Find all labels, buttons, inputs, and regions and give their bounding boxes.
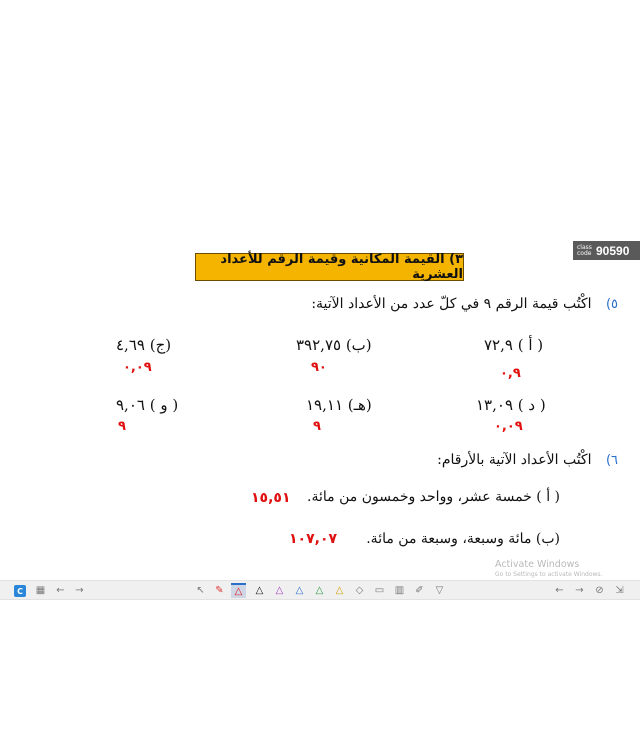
q5-answer-c: ٠,٠٩ xyxy=(123,360,152,375)
q6-item-b: (ب) مائة وسبعة، وسبعة من مائة. xyxy=(366,531,560,547)
watermark-subtitle: Go to Settings to activate Windows. xyxy=(495,571,603,578)
pen-blue-icon[interactable]: △ xyxy=(295,585,304,596)
forward-arrow-icon[interactable]: → xyxy=(75,585,84,596)
question-5-text: اكْتُب قيمة الرقم ٩ في كلّ عدد من الأعداد الآتية: xyxy=(311,296,592,312)
question-5-number: ٥) xyxy=(605,297,618,312)
q5-answer-a: ٠,٩ xyxy=(500,366,521,381)
presentation-toolbar xyxy=(0,580,640,600)
q5-item-c: (ج) ٤,٦٩ xyxy=(116,336,172,354)
q5-answer-e: ٩ xyxy=(313,419,321,434)
q5-item-a: ( أ ) ٧٢,٩ xyxy=(484,336,544,354)
hide-icon[interactable]: ⊘ xyxy=(595,585,604,596)
edit-icon[interactable]: ✐ xyxy=(415,585,424,596)
q6-answer-a: ١٥,٥١ xyxy=(251,490,291,506)
exit-icon[interactable]: ⇲ xyxy=(615,585,624,596)
filter-icon[interactable]: ▽ xyxy=(435,585,444,596)
q5-answer-b: ٩٠ xyxy=(311,360,327,375)
class-code-badge xyxy=(573,241,640,260)
eraser-icon[interactable]: ◇ xyxy=(355,585,364,596)
q6-item-a: ( أ ) خمسة عشر، وواحد وخمسون من مائة. xyxy=(307,489,560,505)
pen-green-icon[interactable]: △ xyxy=(315,585,324,596)
question-6-text: اكْتُب الأعداد الآتية بالأرقام: xyxy=(437,452,592,468)
pen-yellow-icon[interactable]: △ xyxy=(335,585,344,596)
back-arrow-icon[interactable]: ← xyxy=(56,585,65,596)
next-icon[interactable]: → xyxy=(575,585,584,596)
chart-icon[interactable]: ▥ xyxy=(394,585,405,596)
pen-purple-icon[interactable]: △ xyxy=(275,585,284,596)
lesson-title: ٣) القيمة المكانية وقيمة الرقم للأعداد العشرية xyxy=(195,253,464,281)
pen-red-icon[interactable]: △ xyxy=(231,583,246,598)
q5-item-e: (هـ) ١٩,١١ xyxy=(306,396,372,414)
class-code-label: class code xyxy=(577,243,592,257)
watermark-title: Activate Windows xyxy=(495,559,580,570)
grid-icon[interactable]: ▦ xyxy=(35,585,46,596)
whiteboard-icon[interactable]: ▭ xyxy=(374,585,385,596)
q5-item-f: ( و ) ٩,٠٦ xyxy=(116,396,179,414)
question-5 xyxy=(311,296,618,312)
q6-answer-b: ١٠٧,٠٧ xyxy=(289,531,338,547)
app-icon[interactable]: C xyxy=(14,585,26,597)
activate-windows-watermark xyxy=(495,559,602,578)
q5-answer-f: ٩ xyxy=(118,419,126,434)
pen-black-icon[interactable]: △ xyxy=(255,585,264,596)
q5-item-d: ( د ) ١٣,٠٩ xyxy=(476,396,546,414)
cursor-icon[interactable]: ↖ xyxy=(196,585,205,596)
laser-icon[interactable]: ✎ xyxy=(215,585,224,596)
prev-icon[interactable]: ← xyxy=(555,585,564,596)
question-6-number: ٦) xyxy=(605,453,618,468)
q5-answer-d: ٠,٠٩ xyxy=(494,419,523,434)
q5-item-b: (ب) ٣٩٢,٧٥ xyxy=(296,336,372,354)
question-6 xyxy=(437,452,618,468)
class-code-value: 90590 xyxy=(596,243,630,258)
